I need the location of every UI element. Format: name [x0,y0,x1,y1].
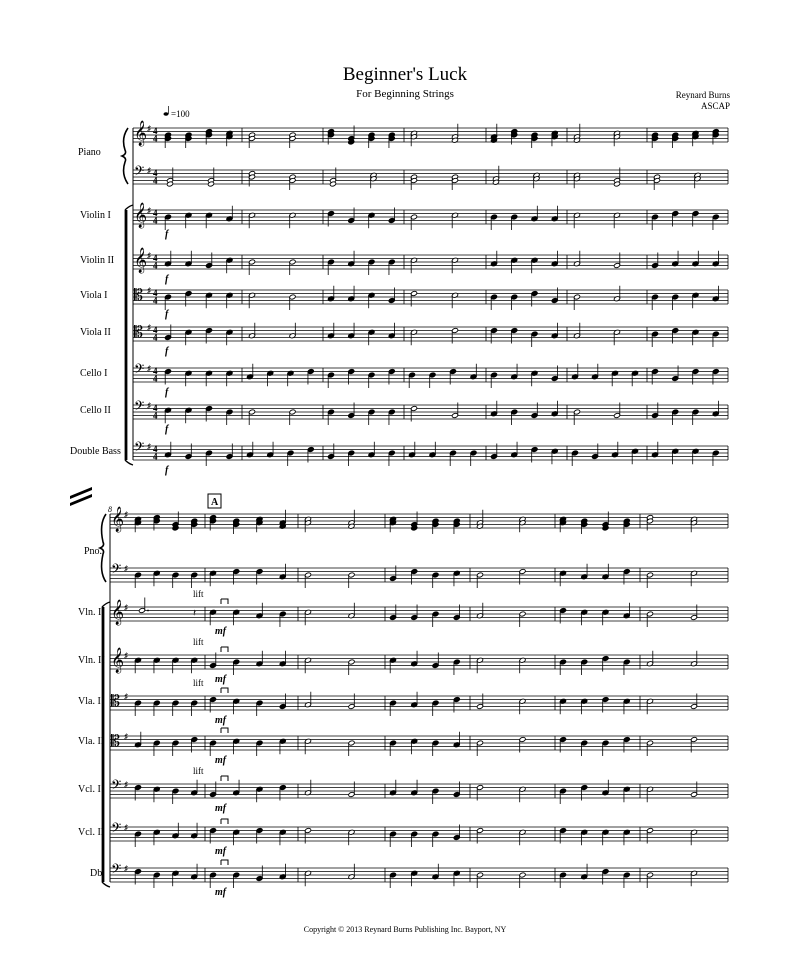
dynamic-marking: f [165,424,169,435]
time-signature-top: 4 [153,126,158,136]
instrument-label: Vcl. II [78,827,105,838]
bass-clef-icon: 𝄢 [111,820,122,839]
time-signature-bottom: 4 [153,133,158,144]
dynamic-marking: mf [215,715,227,726]
time-signature-bottom: 4 [153,373,158,384]
time-signature-top: 4 [153,253,158,263]
down-bow-icon [221,647,228,652]
sharp-key-signature-icon: ♯ [124,864,128,873]
page-title: Beginner's Luck [342,64,468,85]
tempo-marking: =100 [171,109,190,119]
strings-bracket-hook [102,882,110,887]
strings-bracket-hook [125,205,133,210]
instrument-label: Vla. I [78,696,101,707]
time-signature-bottom: 4 [153,410,158,421]
composer-affiliation: ASCAP [700,101,730,111]
instrument-label: Vla. II [78,736,105,747]
alto-clef-icon: 𝄡 [134,285,143,304]
rehearsal-mark-a: A [211,497,219,508]
piano-brace [122,128,128,184]
time-signature-top: 4 [153,168,158,178]
alto-clef-icon: 𝄡 [111,731,120,750]
dynamic-marking: f [165,346,169,357]
sharp-key-signature-icon: ♯ [147,442,151,451]
time-signature-bottom: 4 [153,332,158,343]
down-bow-icon [221,776,228,781]
time-signature-top: 4 [153,208,158,218]
sharp-key-signature-icon: ♯ [124,780,128,789]
dynamic-marking: mf [215,674,227,685]
sharp-key-signature-icon: ♯ [147,323,151,332]
dynamic-marking: mf [215,803,227,814]
quarter-rest-icon: 𝄽 [193,608,197,619]
instrument-label: Violin II [80,255,115,266]
sharp-key-signature-icon: ♯ [147,166,151,175]
bass-clef-icon: 𝄢 [134,163,145,182]
down-bow-icon [221,819,228,824]
dynamic-marking: mf [215,626,227,637]
dynamic-marking: f [165,274,169,285]
time-signature-bottom: 4 [153,215,158,226]
sharp-key-signature-icon: ♯ [147,251,151,260]
alto-clef-icon: 𝄡 [111,691,120,710]
time-signature-bottom: 4 [153,175,158,186]
time-signature-top: 4 [153,288,158,298]
instrument-label: Cello I [80,368,108,379]
treble-clef-icon: 𝄞 [134,121,148,146]
copyright-notice: Copyright © 2013 Reynard Burns Publishing Inc. Bayport, NY [303,925,507,934]
bass-clef-icon: 𝄢 [134,361,145,380]
instrument-label-piano: Piano [78,147,101,158]
dynamic-marking: f [165,229,169,240]
dynamic-marking: mf [215,846,227,857]
articulation-lift: lift [193,766,204,776]
dynamic-marking: f [165,387,169,398]
time-signature-top: 4 [153,403,158,413]
instrument-label: Vln. I [78,607,102,618]
bass-clef-icon: 𝄢 [134,398,145,417]
sharp-key-signature-icon: ♯ [124,651,128,660]
instrument-label: Cello II [80,405,111,416]
bass-clef-icon: 𝄢 [111,777,122,796]
measure-number: 8 [108,505,112,514]
treble-clef-icon: 𝄞 [111,507,125,532]
time-signature-top: 4 [153,366,158,376]
instrument-label: Viola II [80,327,111,338]
sharp-key-signature-icon: ♯ [147,286,151,295]
instrument-label: Vcl. I [78,784,101,795]
sharp-key-signature-icon: ♯ [124,732,128,741]
instrument-label: Db. [90,868,105,879]
time-signature-top: 4 [153,325,158,335]
sharp-key-signature-icon: ♯ [147,206,151,215]
sharp-key-signature-icon: ♯ [147,364,151,373]
sharp-key-signature-icon: ♯ [124,823,128,832]
articulation-lift: lift [193,589,204,599]
alto-clef-icon: 𝄡 [134,322,143,341]
bass-clef-icon: 𝄢 [111,561,122,580]
treble-clef-icon: 𝄞 [111,648,125,673]
sharp-key-signature-icon: ♯ [124,564,128,573]
sharp-key-signature-icon: ♯ [124,510,128,519]
time-signature-bottom: 4 [153,451,158,462]
treble-clef-icon: 𝄞 [134,203,148,228]
instrument-label-pno: Pno. [84,546,103,557]
instrument-label: Vln. II [78,655,105,666]
instrument-label: Viola I [80,290,108,301]
instrument-label: Double Bass [70,446,121,457]
piano-brace [100,514,106,582]
tempo-note-icon [164,112,169,116]
time-signature-top: 4 [153,444,158,454]
articulation-lift: lift [193,637,204,647]
strings-bracket-hook [125,460,133,465]
dynamic-marking: f [165,309,169,320]
sharp-key-signature-icon: ♯ [147,124,151,133]
page-subtitle: For Beginning Strings [356,88,454,100]
bass-clef-icon: 𝄢 [134,439,145,458]
down-bow-icon [221,860,228,865]
time-signature-bottom: 4 [153,260,158,271]
dynamic-marking: mf [215,755,227,766]
down-bow-icon [221,728,228,733]
dynamic-marking: mf [215,887,227,898]
sharp-key-signature-icon: ♯ [147,401,151,410]
down-bow-icon [221,688,228,693]
bass-clef-icon: 𝄢 [111,861,122,880]
strings-bracket-hook [102,602,110,607]
treble-clef-icon: 𝄞 [111,600,125,625]
down-bow-icon [221,599,228,604]
sharp-key-signature-icon: ♯ [124,603,128,612]
sharp-key-signature-icon: ♯ [124,692,128,701]
treble-clef-icon: 𝄞 [134,248,148,273]
instrument-label: Violin I [80,210,111,221]
dynamic-marking: f [165,465,169,476]
composer-name: Reynard Burns [675,90,730,100]
time-signature-bottom: 4 [153,295,158,306]
articulation-lift: lift [193,678,204,688]
augmentation-dot [147,610,149,612]
